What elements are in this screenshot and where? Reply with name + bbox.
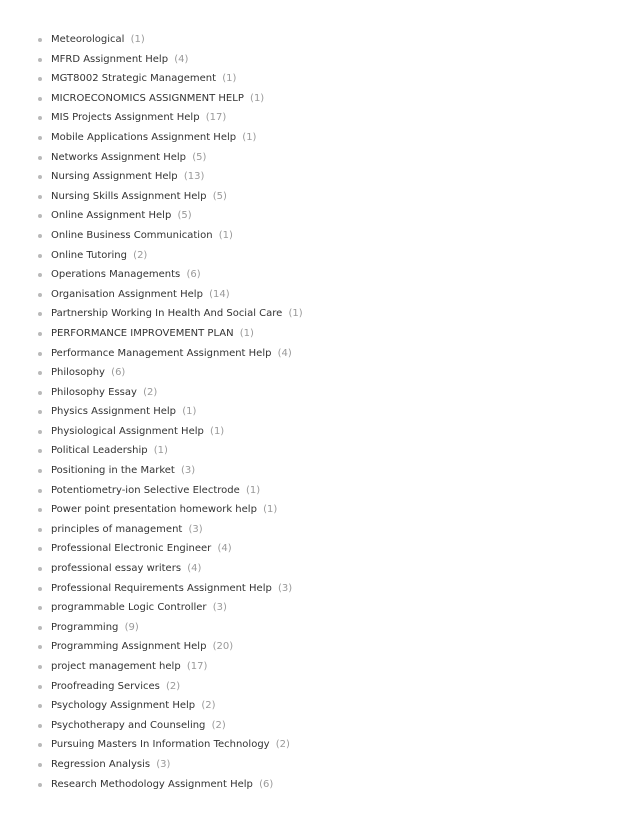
- category-link[interactable]: Meteorological: [51, 34, 125, 45]
- category-count: (17): [205, 112, 227, 124]
- category-count: (3): [156, 758, 171, 770]
- bullet-icon: [38, 410, 42, 414]
- bullet-icon: [38, 234, 42, 238]
- category-link[interactable]: MFRD Assignment Help: [51, 53, 169, 65]
- bullet-icon: [38, 156, 42, 160]
- bullet-icon: [38, 391, 42, 395]
- category-count: (1): [182, 406, 197, 418]
- category-link[interactable]: Professional Requirements Assignment Help: [51, 582, 272, 594]
- category-link[interactable]: Philosophy Essay: [51, 386, 137, 398]
- category-count: (2): [166, 680, 181, 692]
- bullet-icon: [38, 430, 42, 434]
- category-link[interactable]: Proofreading Services: [51, 680, 160, 692]
- category-link[interactable]: project management help: [51, 661, 181, 672]
- category-count: (2): [275, 739, 290, 751]
- category-link[interactable]: principles of management: [51, 523, 183, 535]
- category-count: (1): [245, 484, 261, 496]
- category-item: [38, 324, 638, 344]
- category-link[interactable]: Networks Assignment Help: [51, 151, 186, 163]
- category-item: [38, 285, 638, 305]
- category-link[interactable]: Political Leadership: [51, 445, 148, 457]
- category-item: [38, 148, 638, 168]
- bullet-icon: [38, 332, 42, 336]
- category-link[interactable]: Operations Managements: [51, 269, 181, 281]
- category-count: (3): [181, 465, 196, 477]
- category-link[interactable]: Professional Electronic Engineer: [51, 543, 212, 555]
- category-count: (14): [209, 288, 230, 300]
- bullet-icon: [38, 587, 42, 591]
- bullet-icon: [38, 567, 42, 571]
- category-count: (2): [201, 700, 216, 712]
- bullet-icon: [38, 704, 42, 708]
- category-count: (2): [143, 386, 158, 398]
- category-count: (4): [187, 563, 202, 575]
- bullet-icon: [38, 58, 42, 62]
- bullet-icon: [38, 293, 42, 297]
- category-link[interactable]: Regression Analysis: [51, 758, 151, 770]
- category-item: [38, 226, 638, 246]
- category-item: [38, 677, 638, 697]
- category-item: [38, 637, 638, 657]
- category-link[interactable]: programmable Logic Controller: [51, 602, 207, 614]
- category-link[interactable]: Physics Assignment Help: [51, 406, 177, 418]
- bullet-icon: [38, 645, 42, 649]
- bullet-icon: [38, 685, 42, 689]
- category-count: (4): [277, 347, 292, 359]
- category-item: [38, 520, 638, 540]
- category-count: (3): [278, 582, 293, 594]
- category-link[interactable]: professional essay writers: [51, 563, 182, 575]
- bullet-icon: [38, 312, 42, 316]
- bullet-icon: [38, 743, 42, 747]
- category-count: (20): [212, 641, 234, 653]
- category-item: [38, 657, 638, 677]
- bullet-icon: [38, 77, 42, 81]
- category-count: (5): [192, 151, 207, 163]
- category-item: [38, 559, 638, 579]
- category-count: (1): [239, 327, 254, 339]
- category-link[interactable]: Positioning in the Market: [51, 465, 175, 477]
- category-count: (6): [259, 778, 274, 790]
- category-link[interactable]: Online Assignment Help: [51, 210, 172, 222]
- category-count: (1): [288, 308, 303, 320]
- category-link[interactable]: Performance Management Assignment Help: [51, 347, 272, 359]
- category-item: [38, 344, 638, 364]
- bullet-icon: [38, 254, 42, 258]
- bullet-icon: [38, 783, 42, 787]
- category-item: [38, 265, 638, 285]
- category-link[interactable]: Physiological Assignment Help: [51, 425, 204, 437]
- bullet-icon: [38, 489, 42, 493]
- category-item: [38, 246, 638, 266]
- category-count: (13): [183, 171, 205, 183]
- category-link[interactable]: MICROECONOMICS ASSIGNMENT HELP: [51, 92, 244, 104]
- category-item: [38, 716, 638, 736]
- category-item: [38, 50, 638, 70]
- category-item: [38, 187, 638, 207]
- category-count: (3): [188, 523, 203, 535]
- category-count: (17): [186, 661, 208, 672]
- category-item: [38, 539, 638, 559]
- category-item: [38, 402, 638, 422]
- bullet-icon: [38, 449, 42, 453]
- category-item: [38, 108, 638, 128]
- category-item: [38, 128, 638, 148]
- category-count: (1): [242, 131, 257, 143]
- category-link[interactable]: Pursuing Masters In Information Technology: [51, 739, 270, 751]
- category-link[interactable]: Mobile Applications Assignment Help: [51, 131, 237, 143]
- category-link[interactable]: Nursing Assignment Help: [51, 171, 178, 183]
- category-count: (2): [211, 719, 226, 731]
- category-item: [38, 69, 638, 89]
- category-item: [38, 481, 638, 501]
- category-link[interactable]: Partnership Working In Health And Social Care: [51, 308, 283, 320]
- category-item: [38, 383, 638, 403]
- category-item: [38, 598, 638, 618]
- category-count: (3): [212, 602, 227, 614]
- bullet-icon: [38, 665, 42, 669]
- bullet-icon: [38, 195, 42, 199]
- category-count: (2): [133, 249, 148, 261]
- bullet-icon: [38, 175, 42, 179]
- category-link[interactable]: Organisation Assignment Help: [51, 288, 203, 300]
- category-count: (5): [177, 210, 192, 222]
- category-item: [38, 206, 638, 226]
- category-link[interactable]: Potentiometry-ion Selective Electrode: [51, 484, 240, 496]
- category-count: (5): [212, 190, 227, 202]
- category-link[interactable]: Psychology Assignment Help: [51, 700, 196, 712]
- category-item: [38, 579, 638, 599]
- category-item: [38, 30, 638, 50]
- bullet-icon: [38, 763, 42, 767]
- bullet-icon: [38, 508, 42, 512]
- category-link[interactable]: Online Business Communication: [51, 229, 213, 241]
- category-link[interactable]: Psychotherapy and Counseling: [51, 719, 206, 731]
- category-link[interactable]: Research Methodology Assignment Help: [51, 778, 253, 790]
- category-link[interactable]: MIS Projects Assignment Help: [51, 112, 200, 124]
- category-count: (9): [124, 621, 139, 633]
- bullet-icon: [38, 97, 42, 101]
- category-item: [38, 422, 638, 442]
- bullet-icon: [38, 214, 42, 218]
- category-link[interactable]: Philosophy: [51, 367, 105, 379]
- category-item: [38, 304, 638, 324]
- category-item: [38, 441, 638, 461]
- category-item: [38, 500, 638, 520]
- bullet-icon: [38, 273, 42, 277]
- category-count: (6): [111, 367, 126, 379]
- category-count: (1): [130, 34, 145, 45]
- category-count: (1): [263, 504, 278, 516]
- category-item: [38, 167, 638, 187]
- category-item: [38, 89, 638, 109]
- bullet-icon: [38, 352, 42, 356]
- category-count: (1): [210, 425, 225, 437]
- category-count: (1): [218, 229, 233, 241]
- bullet-icon: [38, 547, 42, 551]
- bullet-icon: [38, 626, 42, 630]
- category-link[interactable]: Nursing Skills Assignment Help: [51, 190, 207, 202]
- bullet-icon: [38, 606, 42, 610]
- category-link[interactable]: Programming Assignment Help: [51, 641, 207, 653]
- category-item: [38, 618, 638, 638]
- category-item: [38, 755, 638, 775]
- bullet-icon: [38, 116, 42, 120]
- category-count: (1): [153, 445, 168, 457]
- bullet-icon: [38, 724, 42, 728]
- category-link[interactable]: Power point presentation homework help: [51, 504, 257, 516]
- bullet-icon: [38, 371, 42, 375]
- category-count: (6): [186, 269, 201, 281]
- bullet-icon: [38, 136, 42, 140]
- category-item: [38, 363, 638, 383]
- bullet-icon: [38, 528, 42, 532]
- category-count: (1): [222, 73, 237, 85]
- category-link[interactable]: Online Tutoring: [51, 249, 127, 261]
- category-count: (4): [174, 53, 189, 65]
- category-item: [38, 696, 638, 716]
- category-item: [38, 735, 638, 755]
- bullet-icon: [38, 469, 42, 473]
- category-item: [38, 775, 638, 795]
- category-count: (4): [217, 543, 232, 555]
- bullet-icon: [38, 38, 42, 42]
- category-link[interactable]: Programming: [51, 621, 119, 633]
- category-link[interactable]: PERFORMANCE IMPROVEMENT PLAN: [51, 327, 234, 339]
- category-item: [38, 461, 638, 481]
- category-link[interactable]: MGT8002 Strategic Management: [51, 73, 217, 85]
- category-count: (1): [250, 92, 265, 104]
